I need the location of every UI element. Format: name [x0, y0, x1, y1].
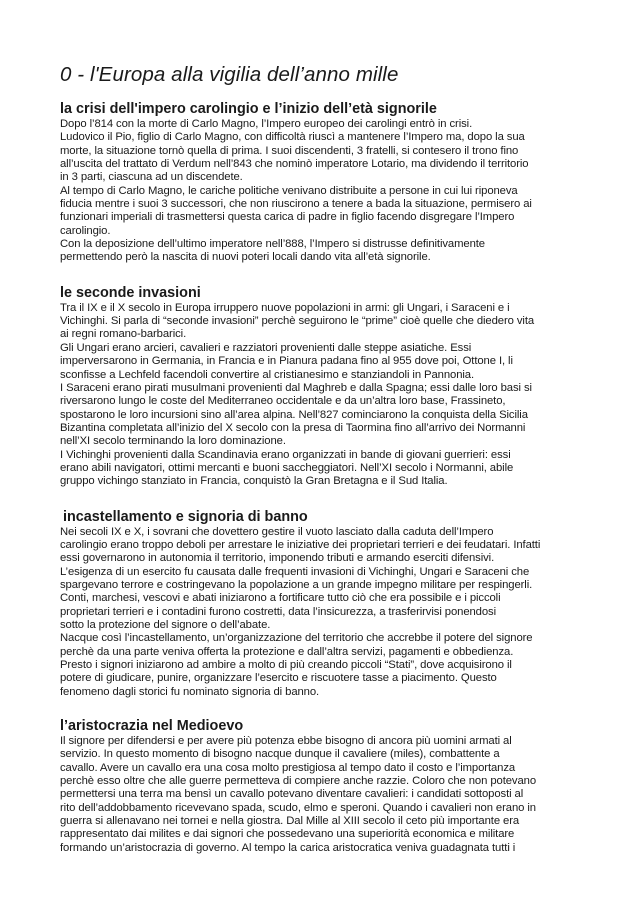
document-page — [60, 62, 588, 855]
text-line: rito dell’addobbamento ricevevano spada, scudo, elmo e speroni. Quando i cavalieri non erano in — [60, 801, 536, 814]
text-line: spargevano terrore e costringevano la popolazione a un grande impegno militare per respingerli. — [60, 578, 533, 591]
text-line: permettersi una terra ma bensì un cavallo potevano diventare cavalieri: i candidati sottoposti al — [60, 788, 524, 801]
text-line: guerra si allenavano nei tornei e nella giostra. Dal Mille al XIII secolo il ceto più importante era — [60, 815, 520, 828]
text-line: I Saraceni erano pirati musulmani provenienti dal Maghreb e dalla Spagna; essi dalle loro basi si — [60, 381, 532, 394]
text-line: Vichinghi. Si parla di “seconde invasioni” perchè seguirono le “prime” cioè quelle che diedero vita — [60, 315, 535, 328]
section-seconde-invasioni — [60, 285, 588, 489]
text-line: Nacque così l’incastellamento, un’organizzazione del territorio che accrebbe il potere del signore — [60, 632, 533, 645]
text-line: sotto la protezione del signore o dell’abate. — [60, 619, 271, 631]
text-line: rappresentato dai milites e dai signori che possedevano una superiorità economica e militare — [60, 828, 515, 841]
text-line: carolingio. — [60, 224, 111, 237]
text-line: carolingio erano troppo deboli per arrestare le iniziative dei proprietari terrieri e dei feudatari. Infatti — [60, 538, 541, 551]
text-line: fenomeno dagli storici fu nominato signoria di banno. — [60, 685, 320, 698]
section-heading: la crisi dell'impero carolingio e l’inizio dell’età signorile — [60, 101, 437, 117]
text-line: morte, la situazione tornò quella di prima. I suoi discendenti, 3 fratelli, si contesero il trono fino — [60, 144, 519, 157]
text-line: cavallo. Avere un cavallo era una cosa molto prestigiosa al tempo dato il costo e l’importanza — [60, 761, 516, 774]
section-aristocrazia — [60, 718, 588, 855]
text-line: I Vichinghi provenienti dalla Scandinavia erano organizzati in bande di giovani guerrieri: essi — [60, 448, 511, 461]
text-line: Conti, marchesi, vescovi e abati iniziarono a fortificare tutto ciò che era possibile e i piccoli — [60, 592, 501, 605]
text-line: spostarono le loro incursioni sino all’area alpina. Nell’827 cominciarono la conquista della Sicilia — [60, 408, 528, 421]
text-line: all’uscita del trattato di Verdum nell’843 che nominò imperatore Lotario, ma dividendo il territorio — [60, 158, 529, 171]
text-line: riversarono lungo le coste del Mediterraneo occidentale e da un’altra loro base, Frassineto, — [60, 395, 506, 408]
text-line: Con la deposizione dell’ultimo imperatore nell’888, l’Impero si distrusse definitivamente — [60, 238, 485, 251]
text-line: perchè esso oltre che alle guerre permetteva di compiere anche razzie. Coloro che non potevano — [60, 775, 537, 788]
text-line: Al tempo di Carlo Magno, le cariche politiche venivano distribuite a persone in cui lui riponeva — [60, 184, 518, 197]
text-line: ai regni romano-barbarici. — [60, 328, 187, 341]
text-line: funzionari imperiali di trasmettersi questa carica di padre in figlio facendo disgregare l’Impero — [60, 211, 515, 224]
text-line: L’esigenza di un esercito fu causata dalle frequenti invasioni di Vichinghi, Ungari e Saraceni che — [60, 565, 530, 578]
text-line: fiducia mentre i suoi 3 successori, che non riuscirono a tenere a bada la situazione, permisero ai — [60, 198, 532, 211]
text-line: essi governarono in autonomia il territorio, imponendo tributi e armando eserciti difensivi. — [60, 552, 495, 565]
text-line: sconfisse a Lechfeld facendoli convertire al cristianesimo e stanziandoli in Pannonia. — [60, 368, 475, 381]
text-line: imperversarono in Germania, in Francia e in Pianura padana fino al 955 dove poi, Ottone I, li — [60, 355, 513, 368]
section-body — [60, 302, 588, 489]
text-line: erano abili navigatori, ottimi mercanti e buoni saccheggiatori. Nell’XI secolo i Normanni, abile — [60, 461, 514, 474]
document-title: 0 - l'Europa alla vigilia dell’anno mille — [60, 63, 399, 86]
text-line: nell’XI secolo terminando la loro dominazione. — [60, 435, 286, 448]
section-heading: incastellamento e signoria di banno — [63, 508, 308, 525]
text-line: Dopo l’814 con la morte di Carlo Magno, l’Impero europeo dei carolingi entrò in crisi. — [60, 118, 473, 130]
text-line: formando un’aristocrazia di governo. Al tempo la carica aristocratica veniva guadagnata tutti i — [60, 841, 516, 854]
section-body — [60, 526, 588, 699]
text-line: proprietari terrieri e i contadini furono costretti, data l’insicurezza, a trasferirvisi ponendosi — [60, 605, 497, 618]
text-line: permettendo però la nascita di nuovi poteri locali dando vita all’età signorile. — [60, 251, 431, 264]
text-line: Tra il IX e il X secolo in Europa irruppero nuove popolazioni in armi: gli Ungari, i Saraceni e i — [60, 301, 510, 314]
section-crisi-impero-carolingio — [60, 101, 588, 265]
section-heading: le seconde invasioni — [60, 284, 201, 301]
section-heading: l’aristocrazia nel Medioevo — [60, 718, 244, 735]
text-line: potere di giudicare, punire, organizzare l’esercito e riscuotere tasse a piacimento. Questo — [60, 672, 497, 685]
text-line: Ludovico il Pio, figlio di Carlo Magno, con difficoltà riuscì a mantenere l’Impero ma, dopo la sua — [60, 131, 525, 144]
text-line: servizio. In questo momento di bisogno nacque dunque il cavaliere (miles), combattente a — [60, 748, 500, 761]
text-line: Nei secoli IX e X, i sovrani che dovettero gestire il vuoto lasciato dalla caduta dell’Impero — [60, 525, 494, 538]
text-line: Presto i signori iniziarono ad ambire a molto di più creando piccoli “Stati”, dove acquisirono il — [60, 659, 512, 672]
text-line: perchè da una parte veniva offerta la protezione e dall’altra servizi, pagamenti e obbedienza. — [60, 645, 514, 658]
text-line: gruppo vichingo stanziato in Francia, conquistò la Gran Bretagna e il Sud Italia. — [60, 475, 448, 488]
section-body — [60, 118, 588, 265]
text-line: Bizantina completata all’inizio del X secolo con la presa di Taormina fino all’arrivo dei Normanni — [60, 421, 526, 434]
text-line: Il signore per difendersi e per avere più potenza ebbe bisogno di ancora più uomini armati al — [60, 735, 512, 748]
section-body — [60, 735, 588, 855]
text-line: in 3 parti, ciascuna ad un discendete. — [60, 171, 243, 184]
text-line: Gli Ungari erano arcieri, cavalieri e razziatori provenienti dalle steppe asiatiche. Essi — [60, 341, 472, 354]
section-incastellamento — [60, 509, 588, 699]
